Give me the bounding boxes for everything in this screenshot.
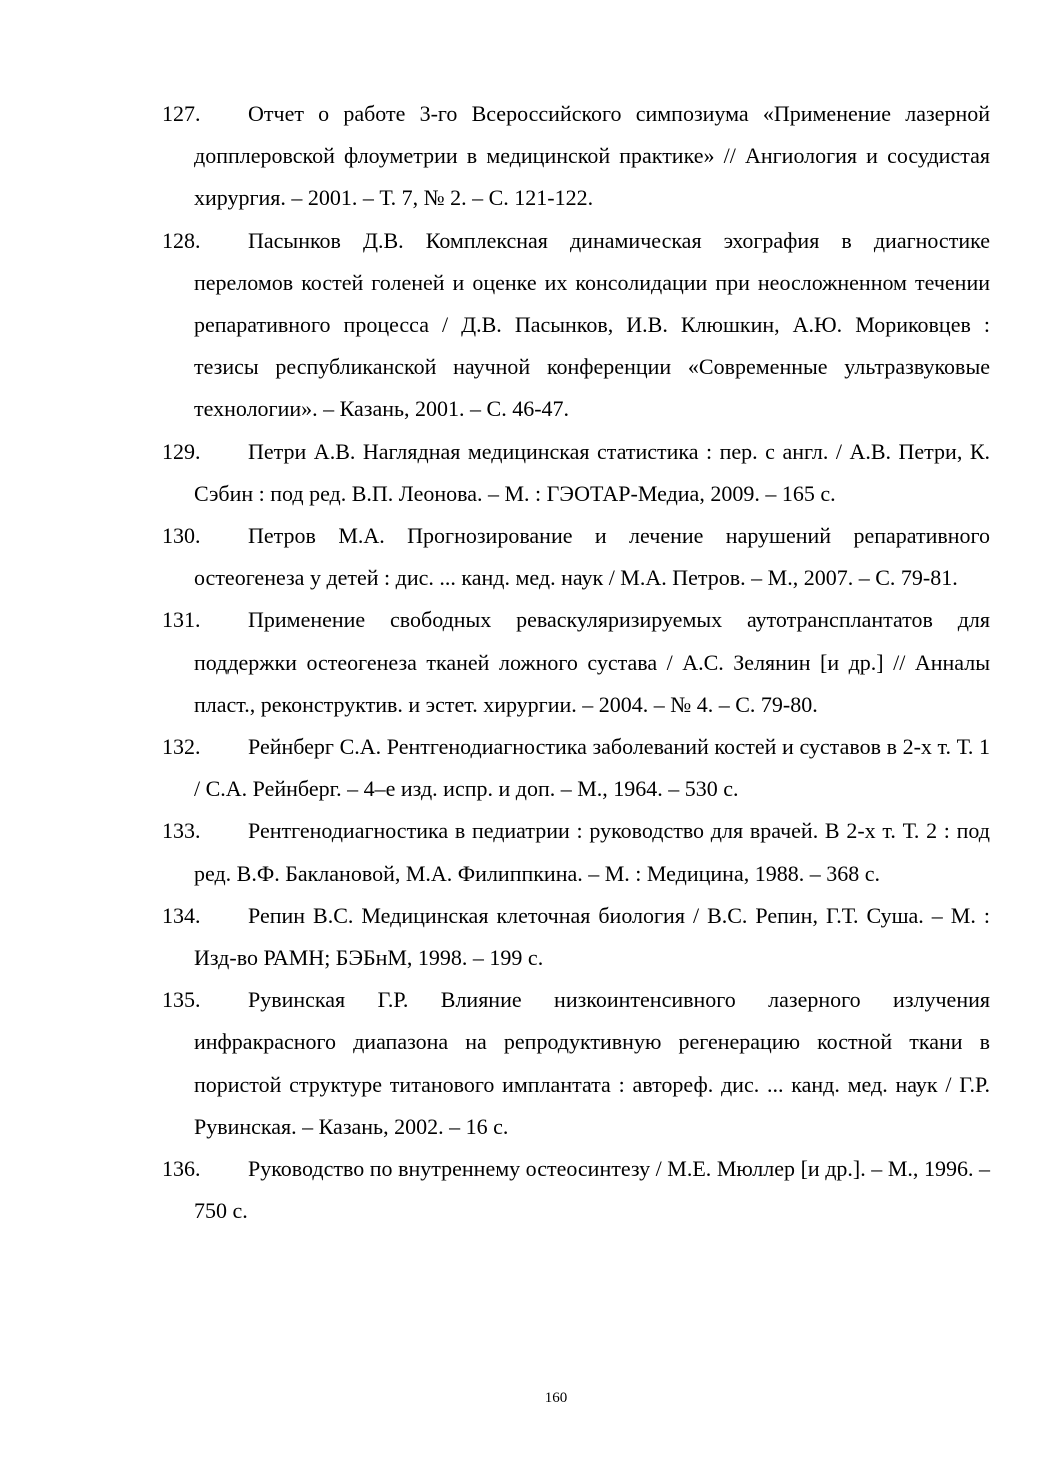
reference-text: Рувинская Г.Р. Влияние низкоинтенсивного лазерного излучения инфракрасного диапазона на репродуктивную регенерацию костной ткани в пористой структуре титанового имплантата : автореф. дис. ... канд. мед. наук / Г.Р. Рувинская. – Казань, 2002. – 16 с. [194, 987, 990, 1139]
reference-item [162, 895, 990, 979]
reference-text: Рентгенодиагностика в педиатрии : руководство для врачей. В 2-х т. Т. 2 : под ред. В.Ф. Баклановой, М.А. Филиппкина. – М. : Медицина, 1988. – 368 с. [194, 818, 990, 886]
reference-item [162, 979, 990, 1148]
reference-number: 132. [162, 734, 201, 760]
reference-item [162, 431, 990, 515]
page-number: 160 [544, 1390, 568, 1406]
reference-number: 131. [162, 607, 201, 633]
reference-item [162, 810, 990, 894]
reference-text: Рейнберг С.А. Рентгенодиагностика заболеваний костей и суставов в 2-х т. Т. 1 / С.А. Рейнберг. – 4–е изд. испр. и доп. – М., 1964. – 530 с. [194, 734, 990, 802]
reference-list [162, 93, 990, 1232]
reference-number: 135. [162, 987, 201, 1013]
reference-item [162, 1148, 990, 1232]
reference-item [162, 220, 990, 431]
reference-number: 133. [162, 818, 201, 844]
reference-number: 130. [162, 523, 201, 549]
reference-item [162, 726, 990, 810]
reference-number: 134. [162, 902, 201, 928]
reference-item [162, 93, 990, 220]
reference-text: Применение свободных реваскуляризируемых аутотрансплантатов для поддержки остеогенеза тканей ложного сустава / А.С. Зелянин [и др.] // Анналы пласт., реконструктив. и эстет. хирургии. – 2004. – № 4. – С. 79-80. [194, 607, 990, 717]
reference-text: Петров М.А. Прогнозирование и лечение нарушений репаративного остеогенеза у детей : дис. ... канд. мед. наук / М.А. Петров. – М., 2007. – С. 79-81. [194, 523, 990, 591]
reference-text: Пасынков Д.В. Комплексная динамическая эхография в диагностике переломов костей голеней и оценке их консолидации при неосложненном течении репаративного процесса / Д.В. Пасынков, И.В. Клюшкин, А.Ю. Мориковцев : тезисы республиканской научной конференции «Современные ультразвуковые технологии». – Казань, 2001. – С. 46-47. [194, 227, 990, 422]
reference-number: 128. [162, 227, 201, 253]
reference-number: 129. [162, 438, 201, 464]
reference-text: Руководство по внутреннему остеосинтезу / М.Е. Мюллер [и др.]. – М., 1996. – 750 с. [194, 1156, 990, 1224]
reference-number: 136. [162, 1156, 201, 1182]
reference-item [162, 515, 990, 599]
reference-text: Отчет о работе 3-го Всероссийского симпозиума «Применение лазерной допплеровской флоуметрии в медицинской практике» // Ангиология и сосудистая хирургия. – 2001. – Т. 7, № 2. – С. 121-122. [194, 101, 990, 211]
reference-item [162, 599, 990, 726]
reference-number: 127. [162, 101, 201, 126]
reference-text: Петри А.В. Наглядная медицинская статистика : пер. с англ. / А.В. Петри, К. Сэбин : под ред. В.П. Леонова. – М. : ГЭОТАР-Медиа, 2009. – 165 с. [194, 438, 990, 506]
reference-text: Репин В.С. Медицинская клеточная биология / В.С. Репин, Г.Т. Суша. – М. : Изд-во РАМН; БЭБнМ, 1998. – 199 с. [194, 902, 990, 971]
